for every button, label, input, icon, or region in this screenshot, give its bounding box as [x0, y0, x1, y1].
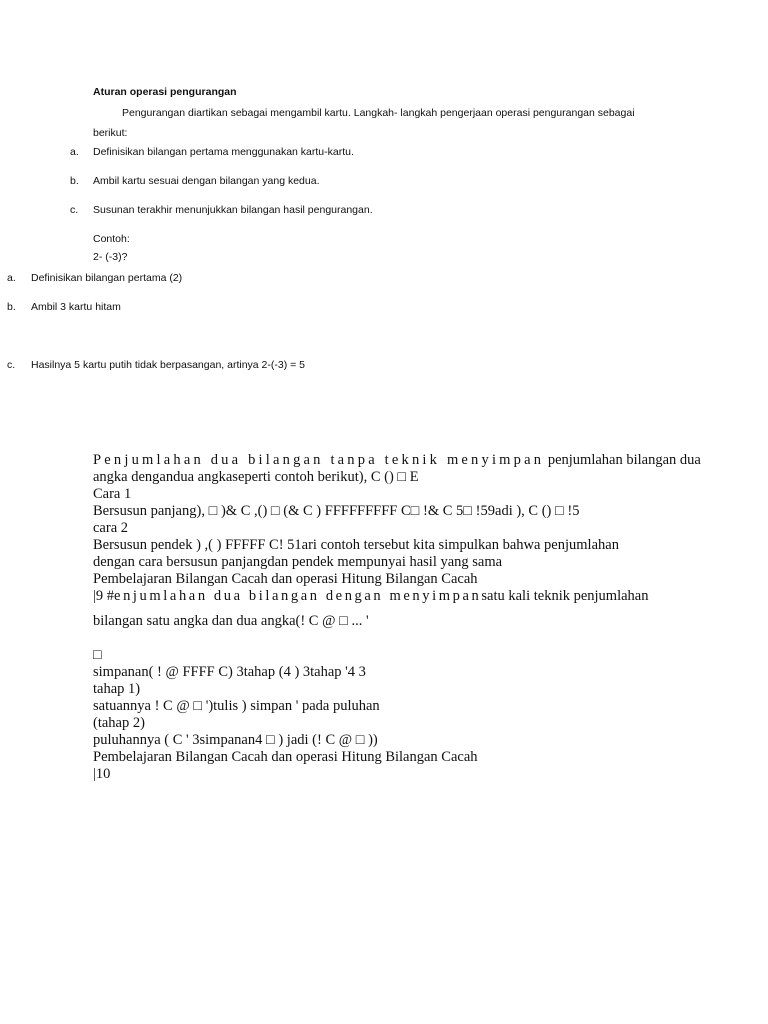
text-line-6: Bersusun pendek ) ,( ) FFFFF C! 51ari contoh tersebut kita simpulkan bahwa penjumlahan: [93, 537, 619, 553]
text-line-9: [93, 588, 649, 605]
example-step-c-label: c.: [7, 359, 16, 371]
text-line-9-rest: satu kali teknik penjumlahan: [481, 588, 649, 604]
text-line-1: [93, 452, 701, 469]
text-line-12: simpanan( ! @ FFFF C) 3tahap (4 ) 3tahap '4 3: [93, 664, 366, 680]
intro-line-2: berikut:: [93, 127, 128, 139]
example-step-b-text: Ambil 3 kartu hitam: [31, 301, 121, 313]
text-line-10: bilangan satu angka dan dua angka(! C @ □ ... ': [93, 613, 369, 629]
text-line-16: puluhannya ( C ' 3simpanan4 □ ) jadi (! C @ □ )): [93, 732, 378, 748]
text-line-11: □: [93, 647, 102, 663]
text-line-4: Bersusun panjang), □ )& C ,() □ (& C ) FFFFFFFFF C□ !& C 5□ !59adi ), C () □ !5: [93, 503, 580, 519]
example-step-c-text: Hasilnya 5 kartu putih tidak berpasangan, artinya 2-(-3) = 5: [31, 359, 306, 371]
step-b-label: b.: [70, 175, 79, 187]
step-c-label: c.: [70, 204, 79, 216]
step-c-text: Susunan terakhir menunjukkan bilangan hasil pengurangan.: [93, 204, 373, 216]
text-line-1-spaced: Penjumlahan dua bilangan tanpa teknik menyimpan: [93, 452, 545, 468]
example-step-a-label: a.: [7, 272, 16, 284]
text-line-5: cara 2: [93, 520, 129, 536]
text-line-1-rest: penjumlahan bilangan dua: [544, 452, 701, 468]
text-line-13: tahap 1): [93, 681, 141, 697]
text-line-9-spaced: enjumlahan dua bilangan dengan menyimpan: [114, 588, 482, 604]
example-step-b-label: b.: [7, 301, 16, 313]
text-line-2: angka dengandua angkaseperti contoh berikut), C () □ E: [93, 469, 419, 485]
section-title: Aturan operasi pengurangan: [93, 86, 237, 98]
step-a-label: a.: [70, 146, 79, 158]
text-line-7: dengan cara bersusun panjangdan pendek mempunyai hasil yang sama: [93, 554, 503, 570]
text-line-8: Pembelajaran Bilangan Cacah dan operasi Hitung Bilangan Cacah: [93, 571, 478, 587]
text-line-17: Pembelajaran Bilangan Cacah dan operasi Hitung Bilangan Cacah: [93, 749, 478, 765]
example-problem: 2- (-3)?: [93, 251, 128, 263]
step-a-text: Definisikan bilangan pertama menggunakan kartu-kartu.: [93, 146, 354, 158]
page-number: |10: [93, 766, 111, 782]
step-b-text: Ambil kartu sesuai dengan bilangan yang kedua.: [93, 175, 320, 187]
text-line-15: (tahap 2): [93, 715, 145, 731]
text-line-3: Cara 1: [93, 486, 132, 502]
intro-line-1: Pengurangan diartikan sebagai mengambil kartu. Langkah- langkah pengerjaan operasi pengurangan sebagai: [122, 107, 635, 119]
example-step-a-text: Definisikan bilangan pertama (2): [31, 272, 183, 284]
text-line-9-prefix: |9 #: [93, 588, 115, 604]
text-line-14: satuannya ! C @ □ ')tulis ) simpan ' pada puluhan: [93, 698, 380, 714]
example-label: Contoh:: [93, 233, 130, 245]
